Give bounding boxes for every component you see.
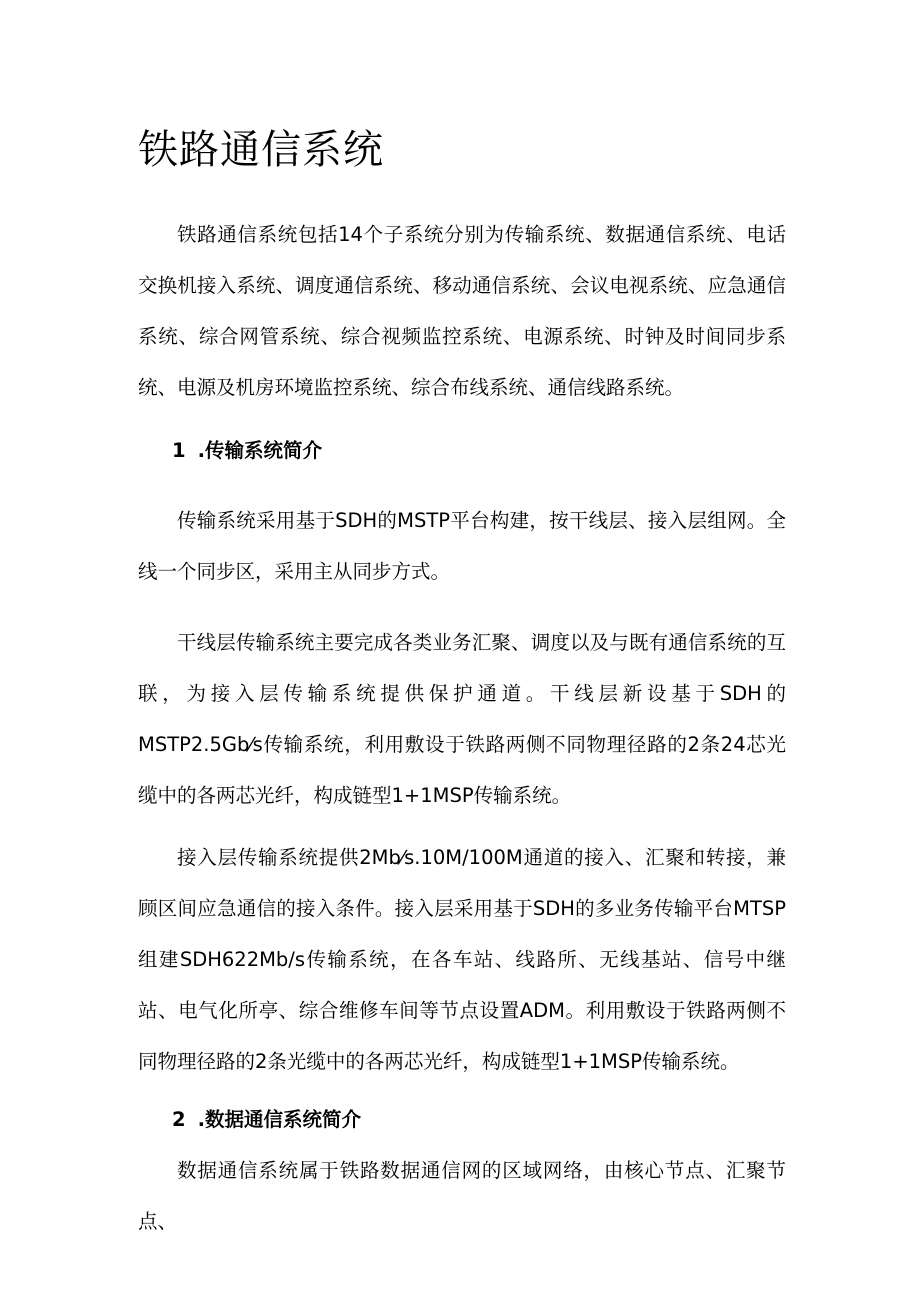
- data-communication-paragraph-1: 数据通信系统属于铁路数据通信网的区域网络，由核心节点、汇聚节点、: [138, 1159, 786, 1233]
- section-heading-transmission: [172, 431, 322, 471]
- transmission-paragraph-1: 传输系统采用基于SDH的MSTP平台构建，按干线层、接入层组网。全线一个同步区，采用主从同步方式。: [138, 509, 786, 583]
- page-title: 铁路通信系统: [138, 127, 384, 173]
- intro-paragraph: 铁路通信系统包括14个子系统分别为传输系统、数据通信系统、电话交换机接入系统、调度通信系统、移动通信系统、会议电视系统、应急通信系统、综合网管系统、综合视频监控系统、电源系统、时钟及时间同步系统、电源及机房环境监控系统、综合布线系统、通信线路系统。: [138, 223, 786, 399]
- section-title: .数据通信系统简介: [197, 1108, 361, 1131]
- transmission-paragraph-3: 接入层传输系统提供2Mb⁄s.10M/100M通道的接入、汇聚和转接，兼顾区间应急通信的接入条件。接入层采用基于SDH的多业务传输平台MTSP组建SDH622Mb/s传输系统，在各车站、线路所、无线基站、信号中继站、电气化所亭、综合维修车间等节点设置ADM。利用敷设于铁路两侧不同物理径路的2条光缆中的各两芯光纤，构成链型1+1MSP传输系统。: [138, 846, 786, 1073]
- section-number: 1: [172, 439, 186, 462]
- section-heading-data-communication: [172, 1100, 361, 1140]
- section-title: .传输系统简介: [197, 439, 322, 462]
- transmission-paragraph-2: 干线层传输系统主要完成各类业务汇聚、调度以及与既有通信系统的互联，为接入层传输系统提供保护通道。干线层新设基于SDH的MSTP2.5Gb⁄s传输系统，利用敷设于铁路两侧不同物理径路的2条24芯光缆中的各两芯光纤，构成链型1+1MSP传输系统。: [138, 631, 786, 807]
- section-number: 2: [172, 1108, 186, 1131]
